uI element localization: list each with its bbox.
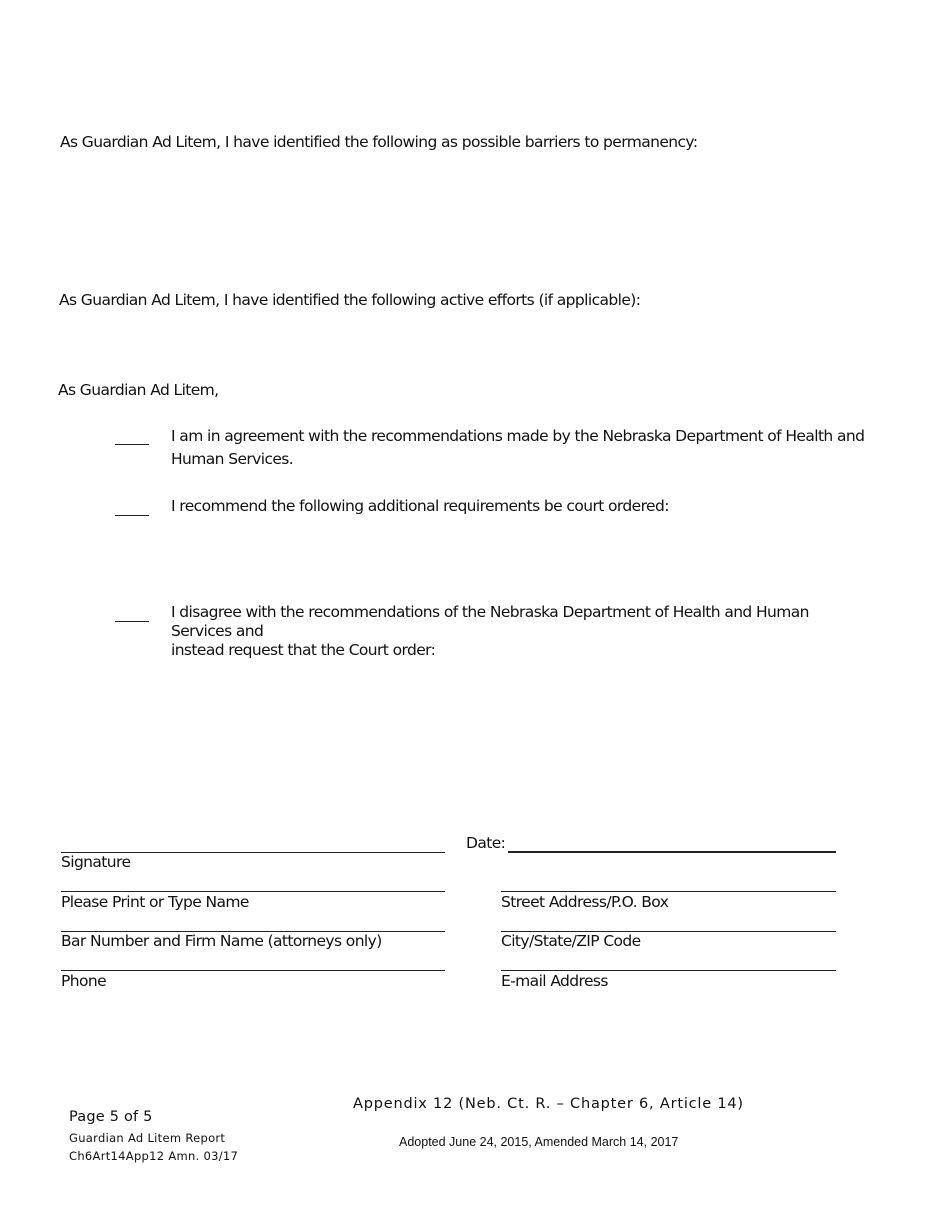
phone-line[interactable] <box>61 970 445 971</box>
email-label: E-mail Address <box>501 972 608 990</box>
page-number: Page 5 of 5 <box>69 1109 153 1125</box>
agree-checkbox-line[interactable] <box>115 444 149 445</box>
street-address-label: Street Address/P.O. Box <box>501 893 669 911</box>
agree-option-line1: I am in agreement with the recommendations made by the Nebraska Department of Health and <box>171 427 865 445</box>
signature-label: Signature <box>61 853 131 871</box>
disagree-option-line1: I disagree with the recommendations of the Nebraska Department of Health and Human Services and <box>171 603 809 640</box>
disagree-checkbox-line[interactable] <box>115 621 149 622</box>
form-code: Ch6Art14App12 Amn. 03/17 <box>69 1149 239 1163</box>
print-name-label: Please Print or Type Name <box>61 893 249 911</box>
appendix-citation: Appendix 12 (Neb. Ct. R. – Chapter 6, Article 14) <box>353 1096 744 1112</box>
agree-option-text <box>171 425 871 471</box>
barriers-statement: As Guardian Ad Litem, I have identified the following as possible barriers to permanency: <box>60 133 698 151</box>
adoption-note: Adopted June 24, 2015, Amended March 14, 2017 <box>399 1135 679 1149</box>
email-line[interactable] <box>501 970 836 971</box>
phone-label: Phone <box>61 972 107 990</box>
street-address-line[interactable] <box>501 891 836 892</box>
additional-requirements-checkbox-line[interactable] <box>115 515 149 516</box>
city-state-zip-label: City/State/ZIP Code <box>501 932 641 950</box>
active-efforts-statement: As Guardian Ad Litem, I have identified the following active efforts (if applicable): <box>59 291 641 309</box>
date-label: Date: <box>466 834 506 852</box>
form-name: Guardian Ad Litem Report <box>69 1131 226 1145</box>
disagree-option-text <box>171 603 871 660</box>
date-line[interactable] <box>508 851 836 853</box>
gal-intro-statement: As Guardian Ad Litem, <box>58 381 219 399</box>
additional-requirements-option-text <box>171 495 871 518</box>
agree-option-line2: Human Services. <box>171 450 294 468</box>
print-name-line[interactable] <box>61 891 445 892</box>
bar-number-label: Bar Number and Firm Name (attorneys only) <box>61 932 382 950</box>
additional-requirements-line1: I recommend the following additional requirements be court ordered: <box>171 497 669 515</box>
disagree-option-line2: instead request that the Court order: <box>171 641 436 659</box>
